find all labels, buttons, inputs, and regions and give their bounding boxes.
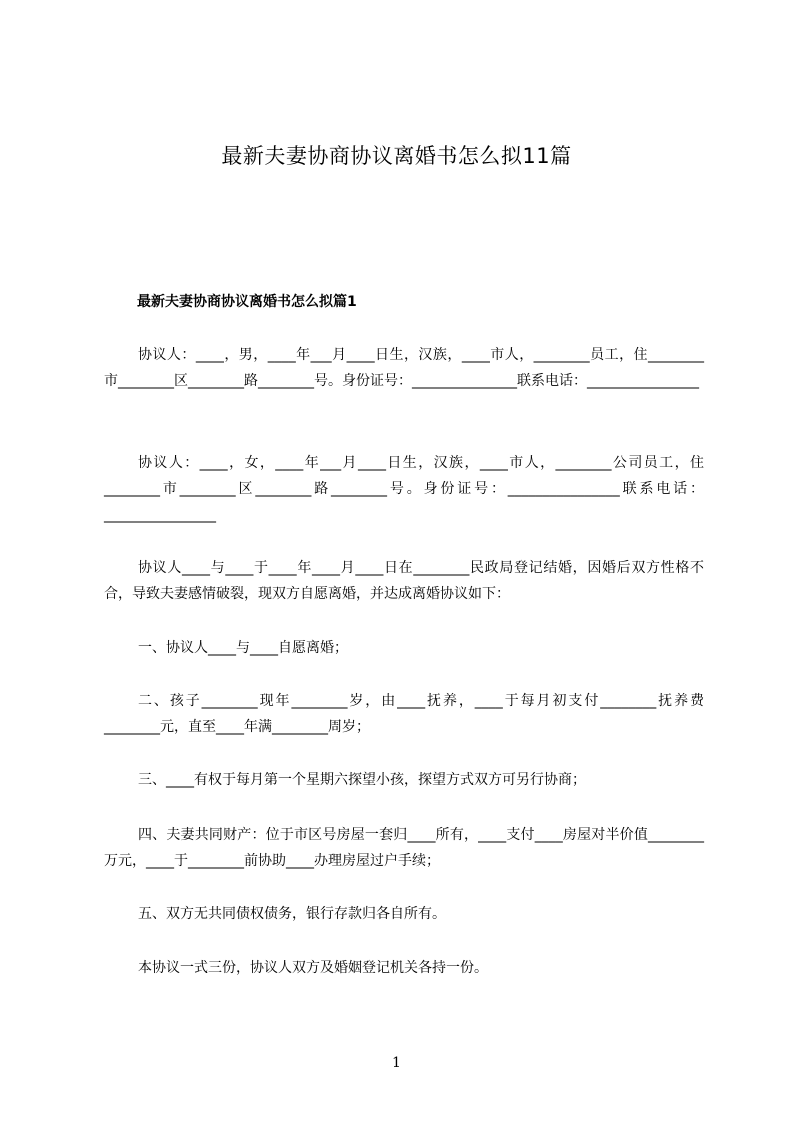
clause-one: 一、协议人____与____自愿离婚； [138, 640, 348, 656]
party-two-paragraph: 协议人：____，女，____年___月____日生，汉族，____市人，________公司员工，住________市________区________路________号。身份证号：________________联系电话：________________ [104, 455, 704, 523]
marriage-statement-paragraph: 协议人____与____于____年____月____日在________民政局登记结婚，因婚后双方性格不合，导致夫妻感情破裂，现双方自愿离婚，并达成离婚协议如下： [104, 560, 704, 602]
clause-five: 五、双方无共同债权债务，银行存款归各自所有。 [138, 906, 446, 922]
clause-two: 二、孩子________现年________岁，由____抚养，____于每月初支付________抚养费________元，直至____年满________周岁； [104, 693, 704, 735]
party-one-paragraph: 协议人：____，男，____年___月____日生，汉族，____市人，________员工，住________市________区________路________号。身份证号：_______________联系电话：________________ [104, 347, 704, 389]
document-title: 最新夫妻协商协议离婚书怎么拟11篇 [221, 144, 572, 168]
clause-four: 四、夫妻共同财产：位于市区号房屋一套归____所有，____支付____房屋对半价值________万元，____于________前协助____办理房屋过户手续； [104, 827, 704, 869]
section-heading: 最新夫妻协商协议离婚书怎么拟篇1 [137, 294, 357, 310]
clause-three: 三、____有权于每月第一个星期六探望小孩，探望方式双方可另行协商； [138, 772, 586, 788]
page-number: 1 [392, 1055, 401, 1071]
copies-statement: 本协议一式三份，协议人双方及婚姻登记机关各持一份。 [138, 960, 488, 976]
